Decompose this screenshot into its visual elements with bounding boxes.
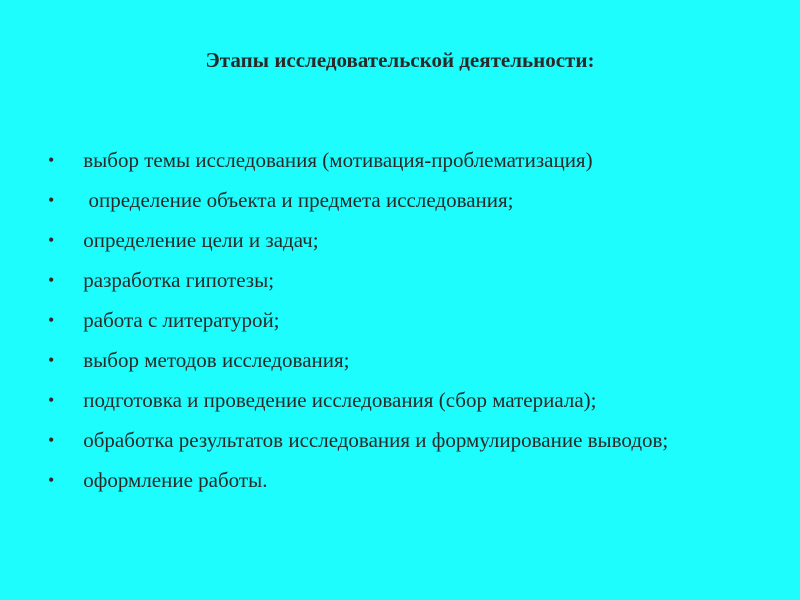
list-item	[36, 346, 756, 374]
bullet-icon: •	[48, 190, 55, 210]
list-item	[36, 426, 756, 454]
list-item-text: разработка гипотезы;	[78, 268, 275, 292]
list-item-text: выбор методов исследования;	[78, 348, 350, 372]
list-item-text: работа с литературой;	[78, 308, 280, 332]
list-item-text: определение цели и задач;	[78, 228, 319, 252]
bullet-icon: •	[48, 230, 55, 250]
bullet-icon: •	[48, 150, 55, 170]
bullet-icon: •	[48, 270, 55, 290]
list-item	[36, 266, 756, 294]
list-item-text: оформление работы.	[78, 468, 268, 492]
list-item-text: выбор темы исследования (мотивация-проблематизация)	[78, 148, 593, 172]
bullet-icon: •	[48, 350, 55, 370]
list-item	[36, 386, 756, 414]
list-item	[36, 466, 756, 494]
list-item	[36, 186, 756, 214]
bullet-icon: •	[48, 310, 55, 330]
list-item-text: обработка результатов исследования и формулирование выводов;	[78, 428, 669, 452]
list-item-text: определение объекта и предмета исследования;	[78, 188, 514, 212]
list-item	[36, 146, 756, 174]
list-item	[36, 226, 756, 254]
stages-list	[36, 146, 756, 506]
bullet-icon: •	[48, 390, 55, 410]
list-item-text: подготовка и проведение исследования (сбор материала);	[78, 388, 597, 412]
list-item	[36, 306, 756, 334]
slide-title: Этапы исследовательской деятельности:	[205, 48, 595, 72]
bullet-icon: •	[48, 430, 55, 450]
bullet-icon: •	[48, 470, 55, 490]
